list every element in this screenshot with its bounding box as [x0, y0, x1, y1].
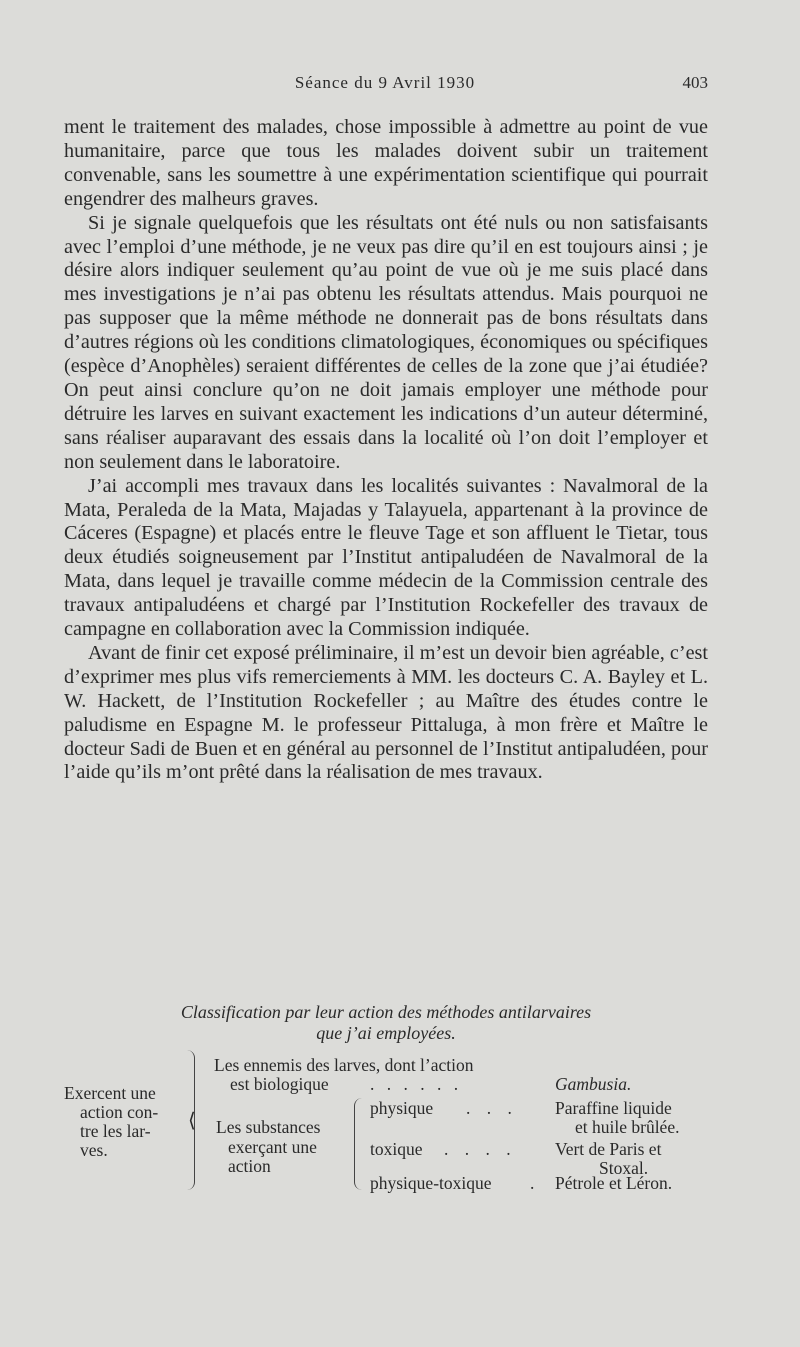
row-result: Vert de Paris et	[555, 1139, 662, 1159]
running-title: Séance du 9 Avril 1930	[294, 73, 476, 92]
leader-dots: . . .	[466, 1098, 518, 1118]
enemies-line: Les ennemis des larves, dont l’action	[214, 1055, 474, 1075]
page-number: 403	[682, 73, 708, 92]
row-result: Paraffine liquide	[555, 1098, 672, 1118]
left-label-line: Exercent une	[64, 1083, 156, 1103]
substances-line: action	[228, 1156, 271, 1176]
row-type: physique	[370, 1098, 434, 1118]
paragraph: J’ai accompli mes travaux dans les localités suivantes : Navalmoral de la Mata, Peraleda de la Mata, Majadas y Talayuela, appartenant à la province de Cáceres (Espagne) et placés entre le fleuve Tage et son affluent le Tietar, tous deux étudiés soigneusement par l’Institut antipaludéen de Navalmoral de la Mata, dans lequel je travaille comme médecin de la Commission centrale des travaux antipaludéens et chargé par l’Institution Rockefeller des travaux de campagne en collaboration avec la Commission indiquée.	[64, 474, 708, 641]
row-result: et huile brûlée.	[575, 1117, 680, 1137]
brace	[354, 1098, 363, 1190]
row-type: physique-toxique	[370, 1173, 492, 1193]
row-type: toxique	[370, 1139, 423, 1159]
row-result: Pétrole et Léron.	[555, 1173, 673, 1193]
left-label-line: action con-	[80, 1102, 159, 1122]
left-label	[64, 1084, 184, 1160]
caption-line: Classification par leur action des méthodes antilarvaires	[180, 1002, 592, 1022]
paragraph: Si je signale quelquefois que les résultats ont été nuls ou non satisfaisants avec l’emploi d’une méthode, je ne veux pas dire qu’il en est toujours ainsi ; je désire alors indiquer seulement qu’au point de vue où je me suis placé dans mes investigations je n’ai pas obtenu les résultats attendus. Mais pourquoi ne pas supposer que la même méthode ne donnerait pas de bons résultats dans d’autres régions où les conditions climatologiques, économiques ou spécifiques (espèce d’Anophèles) seraient différentes de celles de la zone que j’ai étudiée? On peut ainsi conclure qu’on ne doit jamais employer une méthode pour détruire les larves en suivant exactement les indications d’un auteur déterminé, sans réaliser auparavant des essais dans la localité où l’on doit l’employer et non seulement dans le laboratoire.	[64, 211, 708, 473]
caption-line: que j’ai employées.	[316, 1023, 456, 1043]
substances-line: exerçant une	[228, 1137, 317, 1157]
leader-dots: .	[530, 1173, 535, 1193]
brace-point: ⟨	[188, 1110, 196, 1132]
leader-dots: . . . .	[444, 1139, 517, 1159]
paragraph-continuation: ment le traitement des malades, chose impossible à admettre au point de vue humanitaire, parce que tous les malades doivent subir un traitement convenable, sans les soumettre à une expérimentation scientifique qui pourrait engendrer des malheurs graves.	[64, 116, 708, 210]
leader-dots: . . . . . .	[370, 1074, 463, 1094]
left-label-line: tre les lar-	[80, 1121, 151, 1141]
paragraph: Avant de finir cet exposé préliminaire, il m’est un devoir bien agréable, c’est d’exprimer mes plus vifs remerciements à MM. les docteurs C. A. Bayley et L. W. Hackett, de l’Institution Rockefeller ; au Maître des études contre le paludisme en Espagne M. le professeur Pittaluga, à mon frère et Maître le docteur Sadi de Buen et en général au personnel de l’Institut antipaludéen, pour l’aide qu’ils m’ont prêté dans la réalisation de mes travaux.	[64, 641, 708, 784]
left-label-line: ves.	[80, 1140, 108, 1160]
substances-line: Les substances	[216, 1117, 321, 1137]
enemies-result: Gambusia.	[555, 1074, 632, 1094]
enemies-line: est biologique	[230, 1074, 329, 1094]
row-result: Stoxal.	[599, 1158, 649, 1178]
